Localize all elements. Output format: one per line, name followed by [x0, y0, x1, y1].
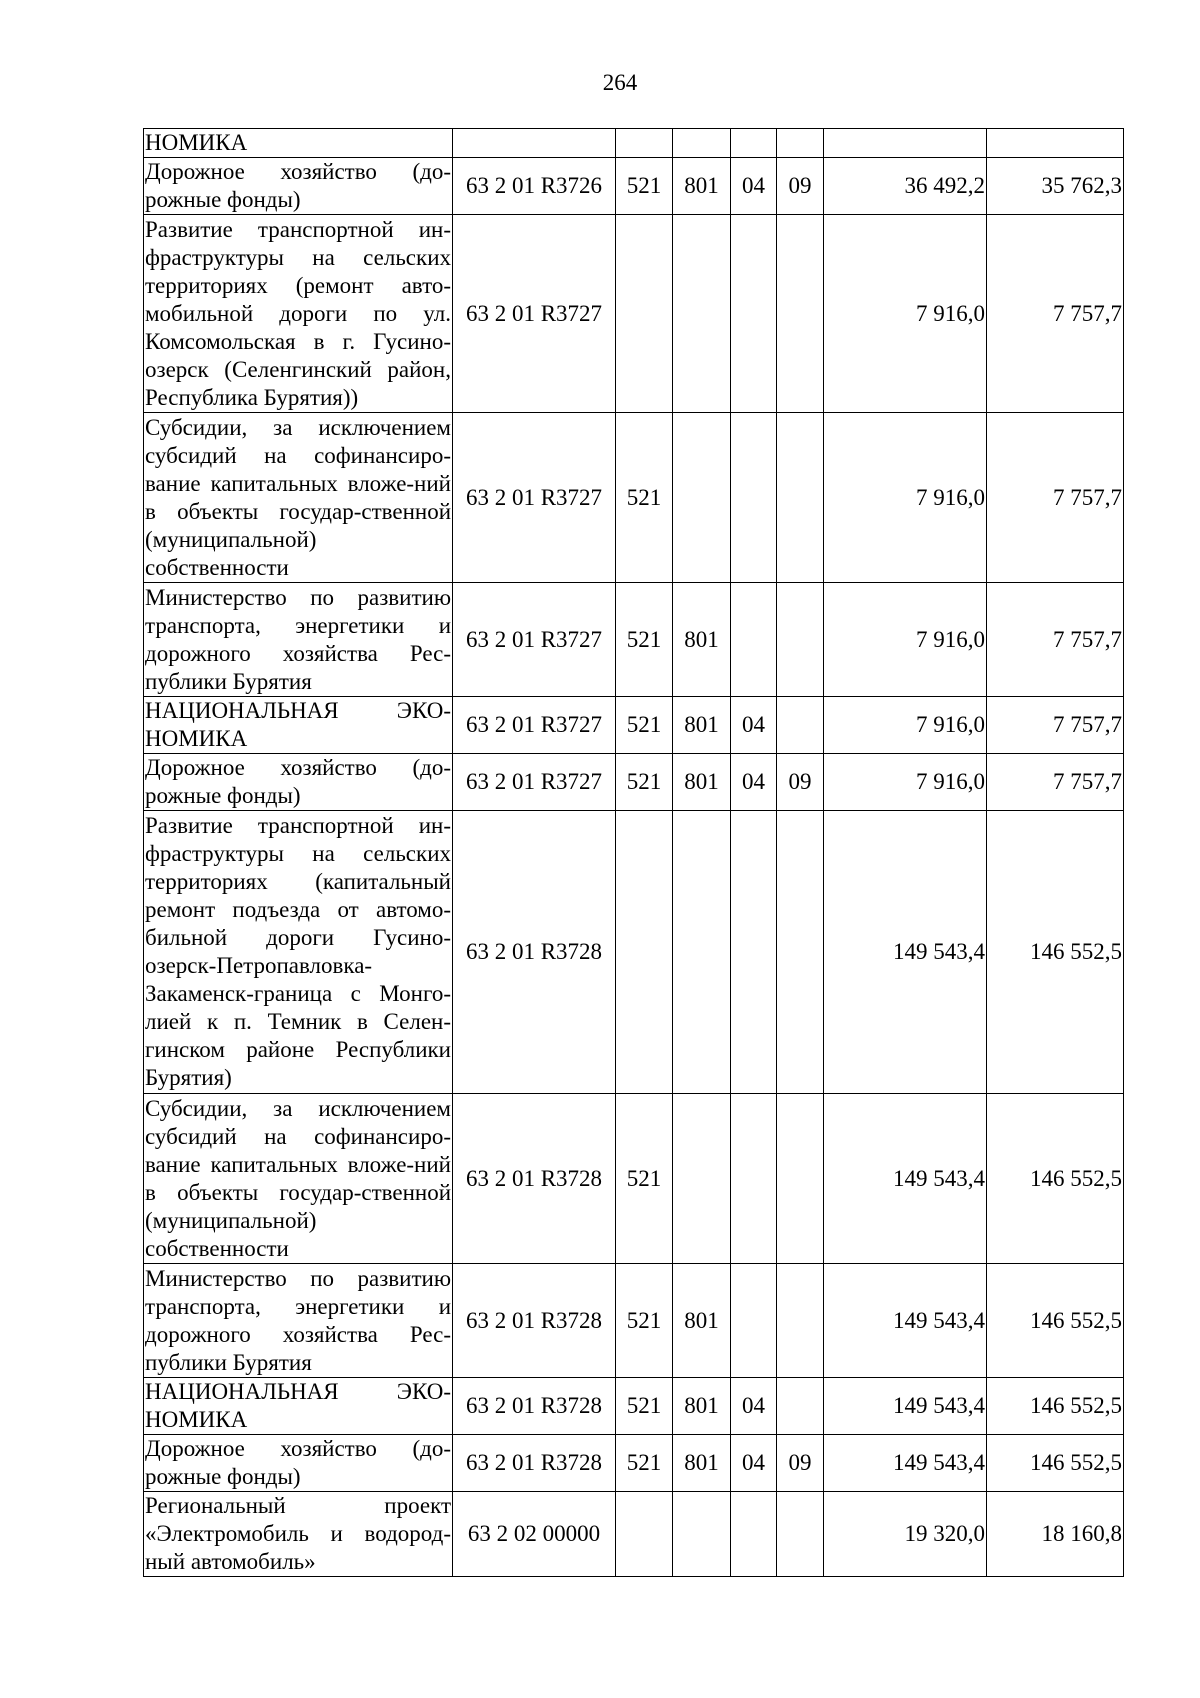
expense-type-cell: 521 — [616, 583, 673, 697]
item-name-cell: Развитие транспортной ин-фраструктуры на сельских территориях (ремонт авто-мобильной дороги по ул. Комсомольская в г. Гусино-озерск (Селенгинский район, Республика Бурятия)) — [144, 215, 453, 413]
table-row — [144, 1378, 1124, 1435]
subsection-cell — [777, 1492, 824, 1577]
amount-approved-cell — [824, 129, 987, 158]
ministry-code-cell: 801 — [673, 1378, 731, 1435]
ministry-code-cell: 801 — [673, 697, 731, 754]
subsection-cell — [777, 697, 824, 754]
item-name-cell: Субсидии, за исключением субсидий на софинансиро-вание капитальных вложе-ний в объекты государ-ственной (муниципальной) собственности — [144, 413, 453, 583]
amount-approved-cell: 149 543,4 — [824, 1094, 987, 1264]
expense-type-cell: 521 — [616, 1094, 673, 1264]
target-code-cell: 63 2 01 R3727 — [453, 583, 616, 697]
target-code-cell: 63 2 01 R3726 — [453, 158, 616, 215]
ministry-code-cell — [673, 1492, 731, 1577]
subsection-cell — [777, 215, 824, 413]
subsection-cell — [777, 413, 824, 583]
amount-approved-cell: 149 543,4 — [824, 1264, 987, 1378]
expense-type-cell: 521 — [616, 1264, 673, 1378]
ministry-code-cell — [673, 1094, 731, 1264]
amount-executed-cell: 146 552,5 — [987, 1435, 1124, 1492]
amount-approved-cell: 7 916,0 — [824, 215, 987, 413]
amount-executed-cell: 7 757,7 — [987, 583, 1124, 697]
table-row — [144, 583, 1124, 697]
target-code-cell — [453, 129, 616, 158]
ministry-code-cell — [673, 215, 731, 413]
ministry-code-cell: 801 — [673, 158, 731, 215]
section-cell — [731, 129, 777, 158]
table-row — [144, 1264, 1124, 1378]
target-code-cell: 63 2 01 R3727 — [453, 697, 616, 754]
amount-executed-cell: 18 160,8 — [987, 1492, 1124, 1577]
expense-type-cell: 521 — [616, 158, 673, 215]
target-code-cell: 63 2 01 R3728 — [453, 1264, 616, 1378]
target-code-cell: 63 2 02 00000 — [453, 1492, 616, 1577]
table-row — [144, 129, 1124, 158]
table-row — [144, 215, 1124, 413]
amount-approved-cell: 149 543,4 — [824, 1435, 987, 1492]
section-cell — [731, 583, 777, 697]
expense-type-cell — [616, 215, 673, 413]
section-cell — [731, 413, 777, 583]
subsection-cell: 09 — [777, 158, 824, 215]
subsection-cell: 09 — [777, 1435, 824, 1492]
section-cell: 04 — [731, 1378, 777, 1435]
item-name-cell: Региональный проект «Электромобиль и водород-ный автомобиль» — [144, 1492, 453, 1577]
section-cell: 04 — [731, 697, 777, 754]
ministry-code-cell: 801 — [673, 1435, 731, 1492]
item-name-cell: Развитие транспортной ин-фраструктуры на сельских территориях (капитальный ремонт подъезда от автомо-бильной дороги Гусино-озерск-Петропавловка-Закаменск-граница с Монго-лией к п. Темник в Селен-гинском районе Республики Бурятия) — [144, 811, 453, 1094]
section-cell — [731, 1264, 777, 1378]
ministry-code-cell — [673, 413, 731, 583]
amount-executed-cell: 146 552,5 — [987, 1378, 1124, 1435]
item-name-cell: Дорожное хозяйство (до-рожные фонды) — [144, 754, 453, 811]
subsection-cell — [777, 1264, 824, 1378]
section-cell: 04 — [731, 754, 777, 811]
ministry-code-cell — [673, 129, 731, 158]
target-code-cell: 63 2 01 R3728 — [453, 1435, 616, 1492]
amount-executed-cell: 7 757,7 — [987, 754, 1124, 811]
section-cell: 04 — [731, 158, 777, 215]
amount-executed-cell: 7 757,7 — [987, 413, 1124, 583]
subsection-cell — [777, 811, 824, 1094]
page-number: 264 — [602, 70, 638, 95]
item-name-cell: Субсидии, за исключением субсидий на софинансиро-вание капитальных вложе-ний в объекты государ-ственной (муниципальной) собственности — [144, 1094, 453, 1264]
item-name-cell: НАЦИОНАЛЬНАЯ ЭКО-НОМИКА — [144, 1378, 453, 1435]
item-name-cell: НОМИКА — [144, 129, 453, 158]
expense-type-cell — [616, 811, 673, 1094]
table-row — [144, 697, 1124, 754]
subsection-cell: 09 — [777, 754, 824, 811]
amount-executed-cell: 146 552,5 — [987, 811, 1124, 1094]
expense-type-cell: 521 — [616, 697, 673, 754]
section-cell: 04 — [731, 1435, 777, 1492]
table-row — [144, 1492, 1124, 1577]
amount-approved-cell: 149 543,4 — [824, 1378, 987, 1435]
budget-table — [143, 128, 1124, 1577]
subsection-cell — [777, 583, 824, 697]
amount-approved-cell: 7 916,0 — [824, 697, 987, 754]
expense-type-cell: 521 — [616, 1435, 673, 1492]
amount-executed-cell — [987, 129, 1124, 158]
table-row — [144, 811, 1124, 1094]
amount-approved-cell: 36 492,2 — [824, 158, 987, 215]
table-row — [144, 1094, 1124, 1264]
table-row — [144, 413, 1124, 583]
table-row — [144, 1435, 1124, 1492]
amount-approved-cell: 7 916,0 — [824, 583, 987, 697]
target-code-cell: 63 2 01 R3727 — [453, 754, 616, 811]
ministry-code-cell: 801 — [673, 754, 731, 811]
section-cell — [731, 215, 777, 413]
amount-approved-cell: 7 916,0 — [824, 413, 987, 583]
expense-type-cell: 521 — [616, 413, 673, 583]
ministry-code-cell: 801 — [673, 1264, 731, 1378]
section-cell — [731, 811, 777, 1094]
expense-type-cell — [616, 1492, 673, 1577]
amount-executed-cell: 146 552,5 — [987, 1094, 1124, 1264]
target-code-cell: 63 2 01 R3728 — [453, 811, 616, 1094]
subsection-cell — [777, 129, 824, 158]
target-code-cell: 63 2 01 R3727 — [453, 215, 616, 413]
amount-approved-cell: 149 543,4 — [824, 811, 987, 1094]
amount-executed-cell: 35 762,3 — [987, 158, 1124, 215]
target-code-cell: 63 2 01 R3727 — [453, 413, 616, 583]
item-name-cell: Дорожное хозяйство (до-рожные фонды) — [144, 158, 453, 215]
amount-executed-cell: 7 757,7 — [987, 215, 1124, 413]
target-code-cell: 63 2 01 R3728 — [453, 1094, 616, 1264]
amount-approved-cell: 19 320,0 — [824, 1492, 987, 1577]
expense-type-cell: 521 — [616, 754, 673, 811]
table-body — [144, 129, 1124, 1577]
amount-executed-cell: 7 757,7 — [987, 697, 1124, 754]
section-cell — [731, 1492, 777, 1577]
table-row — [144, 754, 1124, 811]
target-code-cell: 63 2 01 R3728 — [453, 1378, 616, 1435]
subsection-cell — [777, 1094, 824, 1264]
section-cell — [731, 1094, 777, 1264]
expense-type-cell: 521 — [616, 1378, 673, 1435]
amount-approved-cell: 7 916,0 — [824, 754, 987, 811]
amount-executed-cell: 146 552,5 — [987, 1264, 1124, 1378]
ministry-code-cell: 801 — [673, 583, 731, 697]
subsection-cell — [777, 1378, 824, 1435]
item-name-cell: Министерство по развитию транспорта, энергетики и дорожного хозяйства Рес-публики Бурятия — [144, 583, 453, 697]
item-name-cell: Дорожное хозяйство (до-рожные фонды) — [144, 1435, 453, 1492]
ministry-code-cell — [673, 811, 731, 1094]
item-name-cell: Министерство по развитию транспорта, энергетики и дорожного хозяйства Рес-публики Бурятия — [144, 1264, 453, 1378]
table-row — [144, 158, 1124, 215]
expense-type-cell — [616, 129, 673, 158]
item-name-cell: НАЦИОНАЛЬНАЯ ЭКО-НОМИКА — [144, 697, 453, 754]
